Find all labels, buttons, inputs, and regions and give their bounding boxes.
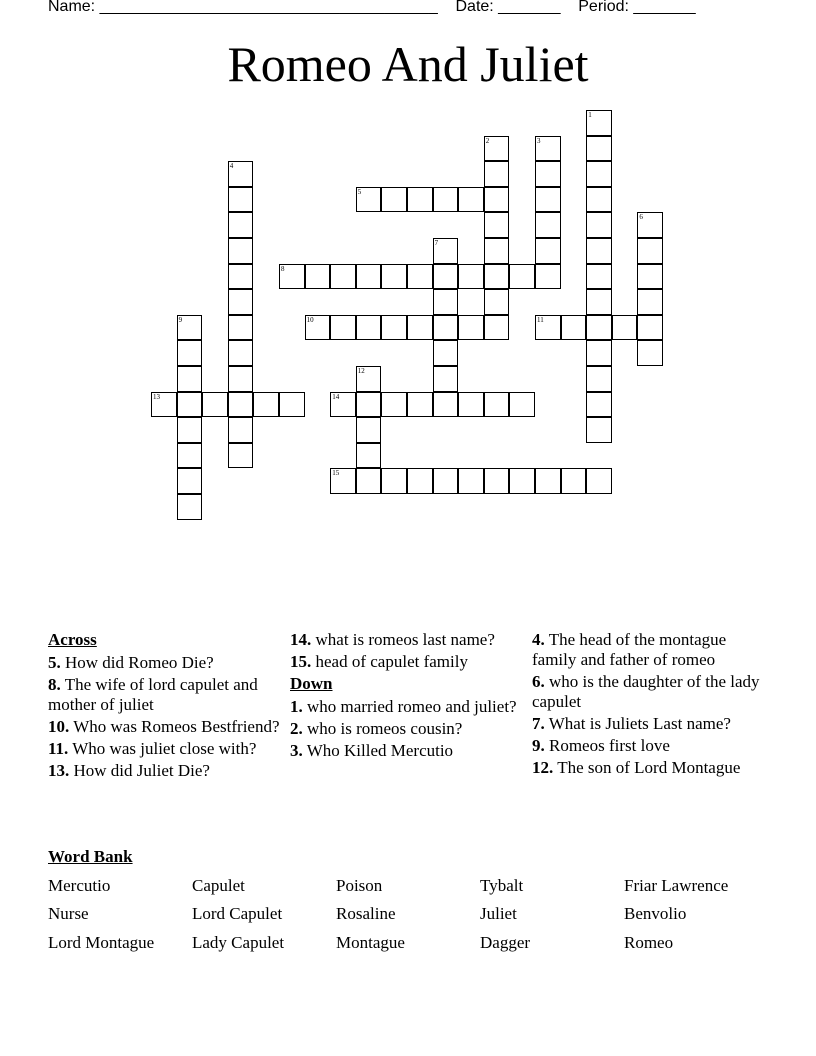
word-bank-word: Montague [336, 933, 405, 952]
word-bank-word: Capulet [192, 876, 245, 895]
crossword-cell[interactable] [177, 494, 203, 520]
crossword-cell[interactable] [356, 392, 382, 418]
clue-number: 5 [357, 187, 362, 196]
crossword-cell[interactable] [484, 468, 510, 494]
clue-number: 6 [639, 213, 643, 222]
crossword-cell[interactable] [561, 468, 587, 494]
down-clue-9: 9. Romeos first love [532, 736, 670, 755]
crossword-cell[interactable] [177, 417, 203, 443]
crossword-cell[interactable] [586, 238, 612, 264]
crossword-cell[interactable] [407, 264, 433, 290]
word-bank-word: Dagger [480, 933, 531, 952]
crossword-cell[interactable] [356, 443, 382, 469]
crossword-cell[interactable] [407, 315, 433, 341]
clues-column-3 [532, 630, 768, 780]
word-bank-word: Nurse [48, 904, 89, 923]
crossword-cell[interactable] [228, 392, 254, 418]
crossword-cell[interactable] [228, 212, 254, 238]
down-clue-4: 4. The head of the montague family and father of romeo [532, 630, 727, 669]
crossword-cell[interactable] [356, 264, 382, 290]
crossword-cell[interactable] [637, 289, 663, 315]
clue-number: 2 [485, 136, 490, 145]
word-bank-word: Lord Capulet [192, 904, 283, 923]
crossword-cell[interactable] [381, 468, 407, 494]
clue-number: 8 [281, 264, 285, 273]
puzzle-title: Romeo And Juliet [227, 36, 589, 92]
crossword-cell[interactable] [637, 315, 663, 341]
crossword-cell[interactable] [535, 161, 561, 187]
clue-number: 3 [537, 136, 541, 145]
name-date-period-line: Name: ______________________________________ Date: _______ Period: _______ [48, 0, 696, 15]
crossword-cell[interactable] [177, 443, 203, 469]
crossword-cell[interactable] [433, 468, 459, 494]
across-heading: Across [48, 630, 97, 649]
crossword-cell[interactable] [228, 187, 254, 213]
down-clue-12: 12. The son of Lord Montague [532, 758, 741, 777]
across-clue-14: 14. what is romeos last name? [290, 630, 495, 649]
crossword-cell[interactable] [330, 315, 356, 341]
crossword-cell[interactable] [535, 238, 561, 264]
crossword-cell[interactable] [535, 264, 561, 290]
crossword-cell[interactable] [228, 315, 254, 341]
crossword-cell[interactable] [458, 315, 484, 341]
crossword-cell[interactable] [637, 264, 663, 290]
word-bank-word: Friar Lawrence [624, 876, 729, 895]
word-bank-word: Rosaline [336, 904, 396, 923]
word-bank-word: Lady Capulet [192, 933, 285, 952]
crossword-cell[interactable] [509, 468, 535, 494]
across-clue-13: 13. How did Juliet Die? [48, 761, 210, 780]
crossword-cell[interactable] [535, 212, 561, 238]
crossword-cell[interactable] [458, 468, 484, 494]
across-clue-11: 11. Who was juliet close with? [48, 739, 257, 758]
word-bank-word: Benvolio [624, 904, 687, 923]
crossword-cell[interactable] [279, 264, 305, 290]
crossword-cell[interactable] [535, 136, 561, 162]
word-bank-word: Juliet [480, 904, 517, 923]
crossword-cell[interactable] [433, 392, 459, 418]
crossword-cell[interactable] [484, 315, 510, 341]
word-bank-word: Mercutio [48, 876, 111, 895]
down-clue-7: 7. What is Juliets Last name? [532, 714, 731, 733]
crossword-cell[interactable] [535, 468, 561, 494]
crossword-cell[interactable] [433, 264, 459, 290]
crossword-cell[interactable] [637, 340, 663, 366]
crossword-cell[interactable] [458, 264, 484, 290]
crossword-cell[interactable] [484, 212, 510, 238]
word-bank-title: Word Bank [48, 847, 133, 866]
crossword-cell[interactable] [586, 136, 612, 162]
crossword-cell[interactable] [356, 417, 382, 443]
crossword-cell[interactable] [586, 315, 612, 341]
word-bank-word: Poison [336, 876, 383, 895]
crossword-cell[interactable] [433, 238, 459, 264]
crossword-cell[interactable] [228, 443, 254, 469]
crossword-cell[interactable] [586, 187, 612, 213]
clue-number: 7 [434, 239, 439, 247]
crossword-cell[interactable] [637, 212, 663, 238]
crossword-cell[interactable] [177, 366, 203, 392]
crossword-cell[interactable] [484, 136, 510, 162]
crossword-cell[interactable] [535, 187, 561, 213]
crossword-cell[interactable] [381, 264, 407, 290]
clue-number: 10 [306, 315, 314, 324]
crossword-cell[interactable] [586, 468, 612, 494]
crossword-cell[interactable] [586, 392, 612, 418]
crossword-cell[interactable] [407, 392, 433, 418]
clues-column-1 [48, 630, 280, 783]
down-heading: Down [290, 674, 333, 693]
crossword-cell[interactable] [330, 264, 356, 290]
across-clue-5: 5. How did Romeo Die? [48, 653, 214, 672]
crossword-cell[interactable] [484, 264, 510, 290]
crossword-cell[interactable] [586, 417, 612, 443]
crossword-cell[interactable] [279, 392, 305, 418]
clue-number: 14 [332, 392, 340, 401]
crossword-cell[interactable] [228, 264, 254, 290]
crossword-cell[interactable] [612, 315, 638, 341]
clue-number: 11 [537, 315, 544, 324]
crossword-cell[interactable] [228, 417, 254, 443]
down-clue-1: 1. who married romeo and juliet? [290, 697, 517, 716]
crossword-cell[interactable] [433, 289, 459, 315]
crossword-cell[interactable] [177, 315, 203, 341]
crossword-cell[interactable] [561, 315, 587, 341]
crossword-cell[interactable] [356, 315, 382, 341]
crossword-cell[interactable] [484, 238, 510, 264]
crossword-cell[interactable] [586, 340, 612, 366]
across-clue-8: 8. The wife of lord capulet and mother of juliet [48, 675, 258, 714]
crossword-cell[interactable] [381, 187, 407, 213]
crossword-cell[interactable] [458, 392, 484, 418]
crossword-cell[interactable] [586, 289, 612, 315]
crossword-cell[interactable] [509, 264, 535, 290]
crossword-cell[interactable] [356, 366, 382, 392]
crossword-cell[interactable] [586, 110, 612, 136]
crossword-cell[interactable] [305, 315, 331, 341]
crossword-cell[interactable] [407, 187, 433, 213]
crossword-cell[interactable] [228, 289, 254, 315]
crossword-cell[interactable] [458, 187, 484, 213]
clues-column-2 [290, 630, 522, 763]
crossword-cell[interactable] [433, 366, 459, 392]
crossword-cell[interactable] [305, 264, 331, 290]
clue-number: 4 [229, 162, 234, 171]
crossword-cell[interactable] [356, 468, 382, 494]
across-clue-15: 15. head of capulet family [290, 652, 468, 671]
crossword-cell[interactable] [433, 315, 459, 341]
crossword-cell[interactable] [202, 392, 228, 418]
clue-number: 9 [178, 315, 183, 324]
down-clue-3: 3. Who Killed Mercutio [290, 741, 454, 760]
crossword-cell[interactable] [586, 366, 612, 392]
crossword-cell[interactable] [433, 340, 459, 366]
crossword-cell[interactable] [228, 366, 254, 392]
crossword-cell[interactable] [177, 392, 203, 418]
clue-number: 13 [153, 392, 160, 401]
crossword-cell[interactable] [433, 187, 459, 213]
word-bank-word: Lord Montague [48, 933, 155, 952]
down-clue-2: 2. who is romeos cousin? [290, 719, 463, 738]
crossword-cell[interactable] [381, 315, 407, 341]
crossword-cell[interactable] [330, 468, 356, 494]
word-bank-word: Romeo [624, 933, 674, 952]
down-clue-6: 6. who is the daughter of the lady capulet [532, 672, 760, 711]
across-clue-10: 10. Who was Romeos Bestfriend? [48, 717, 280, 736]
crossword-cell[interactable] [535, 315, 561, 341]
crossword-cell[interactable] [177, 340, 203, 366]
crossword-cell[interactable] [228, 161, 254, 187]
crossword-cell[interactable] [586, 161, 612, 187]
crossword-cell[interactable] [407, 468, 433, 494]
crossword-cell[interactable] [484, 161, 510, 187]
crossword-cell[interactable] [484, 187, 510, 213]
crossword-cell[interactable] [586, 264, 612, 290]
clue-number: 12 [357, 367, 365, 375]
crossword-cell[interactable] [228, 238, 254, 264]
crossword-cell[interactable] [151, 392, 177, 418]
word-bank-word: Tybalt [480, 876, 524, 895]
clue-number: 15 [332, 469, 340, 478]
crossword-cell[interactable] [330, 392, 356, 418]
crossword-cell[interactable] [484, 392, 510, 418]
crossword-cell[interactable] [509, 392, 535, 418]
crossword-cell[interactable] [484, 289, 510, 315]
crossword-cell[interactable] [253, 392, 279, 418]
crossword-cell[interactable] [356, 187, 382, 213]
crossword-cell[interactable] [637, 238, 663, 264]
crossword-cell[interactable] [381, 392, 407, 418]
clue-number: 1 [588, 111, 592, 119]
crossword-cell[interactable] [586, 212, 612, 238]
crossword-cell[interactable] [228, 340, 254, 366]
crossword-cell[interactable] [177, 468, 203, 494]
